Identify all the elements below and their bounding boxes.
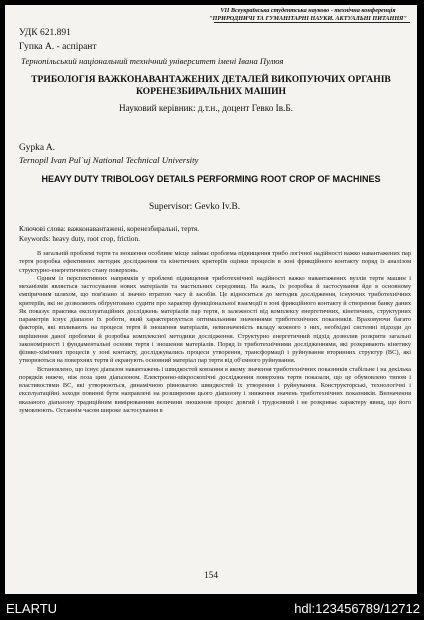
body-paragraph: В загальній проблемі тертя та зношення особливе місце займає проблема підвищення трибо логічної надійності важко навантажених пар тертя розробка ефективних методик дослідження та кінетичних критеріїв оцінки процесів в зоні фрикційного контакту поряд із аналізом структурно-енергетичного стану поверхонь.	[19, 250, 411, 274]
institution-english: Ternopil Ivan Pul`uj National Technical University	[19, 155, 199, 165]
body-paragraph: Встановлено, що існує діапазон навантажень і швидкостей ковзання в якому значення триботехнічних показників стабільне і на декілька порядків нижче, ніж поза цим діапазоном. Електронно-мікроскопічні дослідження поверхонь тертя показали, що це обумовлено типом і властивостями ВС, які утворюються, динамічною рівновагою швидкостей їх утворення і руйнування. Конструкторські, технологічні і експлуатаційні заходи повинні бути направлені на розширення цього діапазону і зниження значень триботехнічних показників. Визначення вказаного діапазону традиційним вимірюванням величини зношення процес довгий і трудоємний і не розкриває характеру явищ, що його зумовлюють. Останнім часом широке застосування в	[19, 365, 411, 414]
author-ukrainian: Гупка А. - аспірант	[19, 42, 97, 52]
keywords-ukrainian: Ключові слова: важконавантажені, коренезбиральні, тертя.	[19, 225, 200, 233]
page-number: 154	[203, 571, 219, 581]
footer-bar	[0, 598, 424, 620]
body-paragraph: Одним із перспективних напрямків у проблемі підвищення триботехнічної надійності важко навантажених вузлів тертя машин і механізмів являється застосування нових матеріалів та мастильних середовищ. На жаль, їх розробка й застосування йде в основному емпіричним шляхом, що пов'язано зі значно втратою часу й засобів. Це відноситься до методик дослідження, існуючих триботехнічних критеріїв, які не дозволяють обґрунтовано судити про характер функціональної взаємодії в зоні фрикційного контакту й створення банку даних Як показує практика експлуатаційних досліджень матеріалів пар тертя, в залежності від комплексу енергетичних, кінетичних, структурних параметрів існує діапазон їх роботи, який характеризується оптимальними значеннями триботехнічних показників. Враховуючи багато факторів, які впливають на процеси тертя й зношення матеріалів, невизначеність вкладу кожного з них, необхідні системні підходи до вирішення даної проблеми й розробка комплексної методики дослідження. Структурно енергетичний підхід дозволив розкрити загальні закономірності і фундаментальні основи тертя і зношення матеріалів. Поряд із триботехнічними дослідженнями, які розкривають кінетику фізико-хімічних процесів у зоні контакту, досліджувались процеси утворення, трансформації і руйнування вторинних структур (ВС), які утворюються на поверхнях тертя й екранують основний матеріал пар тертя від об'ємного руйнування.	[19, 274, 411, 365]
conference-header: VІІ Всеукраїнська студентська науково - технічна конференція "ПРИРОДНИЧІ ТА ГУМАНІТАРНІ НАУКИ. АКТУАЛЬНІ ПИТАННЯ"	[209, 7, 407, 22]
body-text	[19, 250, 411, 415]
supervisor-ukrainian: Науковий керівник: д.т.н., доцент Гевко Ів.Б.	[119, 103, 293, 113]
title-english: HEAVY DUTY TRIBOLOGY DETAILS PERFORMING ROOT CROP OF MACHINES	[41, 174, 381, 184]
header-divider	[214, 22, 410, 23]
handle-identifier: hdl:123456789/12712	[294, 601, 420, 616]
keywords-english: Keywords: heavy duty, root crop, friction.	[19, 235, 140, 243]
supervisor-english: Supervisor: Gevko Iv.B.	[149, 202, 241, 212]
udk-code: УДК 621.891	[19, 28, 71, 38]
author-english: Gypka A.	[19, 143, 55, 153]
repository-name: ELARTU	[6, 601, 58, 616]
title-ukrainian: ТРИБОЛОГІЯ ВАЖКОНАВАНТАЖЕНИХ ДЕТАЛЕЙ ВИКОПУЮЧИХ ОРГАНІВ КОРЕНЕЗБИРАЛЬНИХ МАШИН	[31, 74, 391, 97]
document-page	[5, 5, 417, 594]
institution-ukrainian: Тернопільський національний технічний університет імені Івана Пулюя	[21, 56, 284, 66]
